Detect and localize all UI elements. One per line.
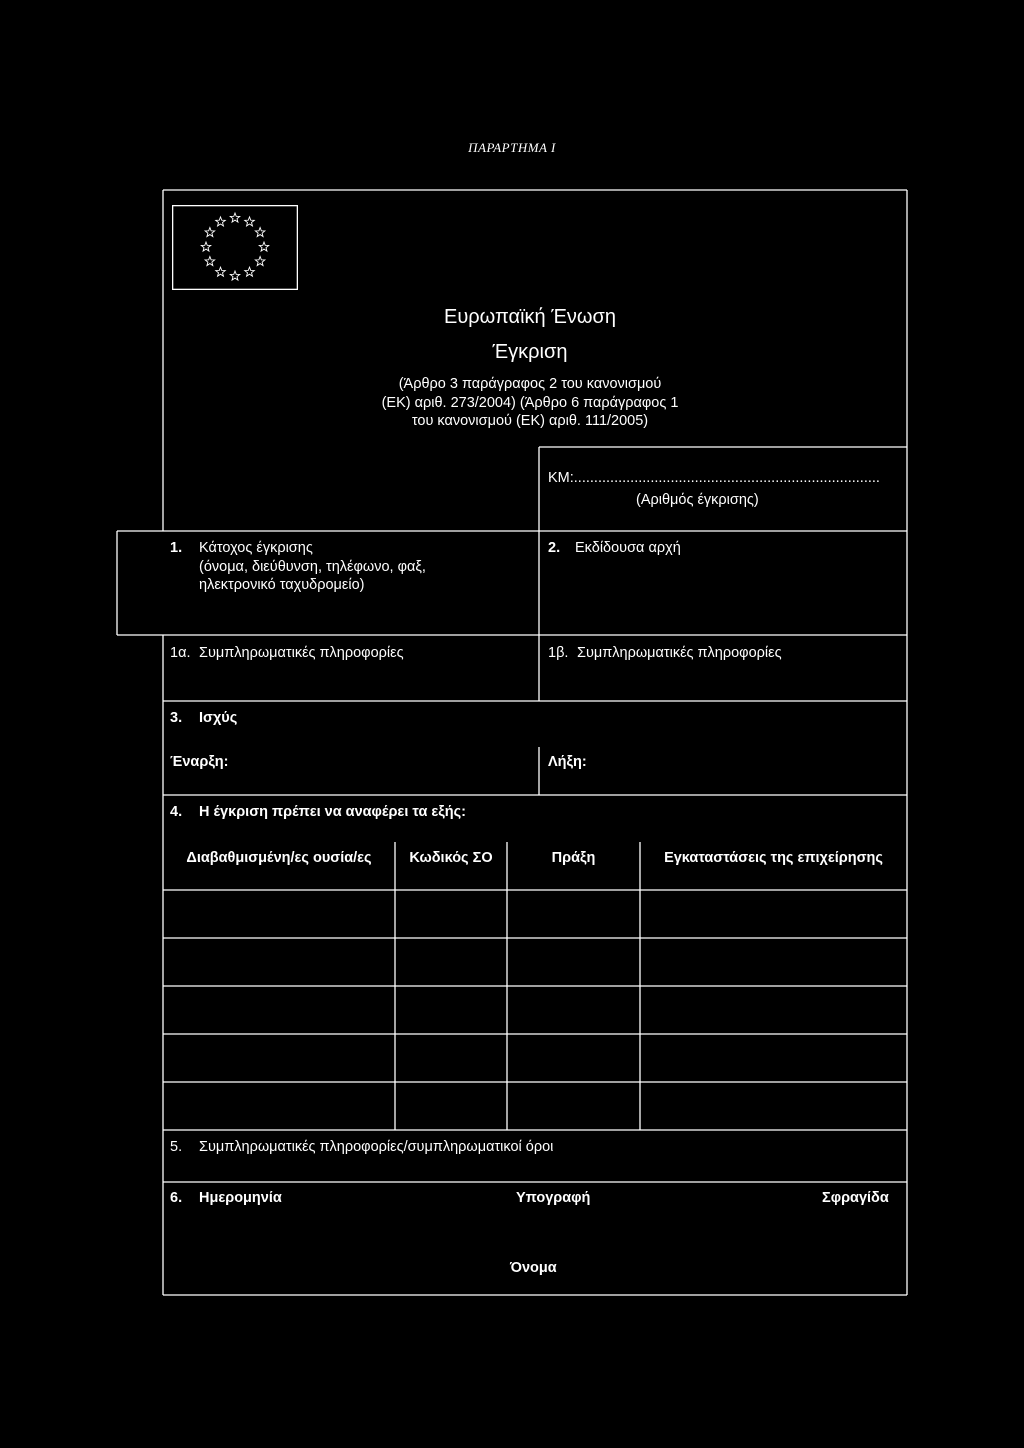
legal-basis — [310, 375, 750, 431]
section-4-number: 4. — [170, 804, 183, 820]
table-cell — [163, 1082, 395, 1130]
column-header-substance: Διαβαθμισμένη/ες ουσία/ες — [186, 850, 372, 866]
table-cell — [507, 1082, 640, 1130]
section-2-label: Εκδίδουσα αρχή — [575, 540, 681, 556]
signature-label: Υπογραφή — [516, 1190, 591, 1206]
table-cell — [163, 1034, 395, 1082]
flag-star-icon — [230, 213, 240, 222]
section-1a-label: Συμπληρωματικές πληροφορίες — [199, 645, 404, 661]
section-2-number: 2. — [548, 540, 561, 556]
column-header-operation: Πράξη — [551, 850, 596, 866]
stamp-label: Σφραγίδα — [822, 1190, 889, 1206]
section-1b-number: 1β. — [548, 645, 569, 661]
legal-basis-line: (ΕΚ) αριθ. 273/2004) (Άρθρο 6 παράγραφος 1 — [381, 394, 679, 411]
flag-frame — [173, 206, 298, 290]
flag-star-icon — [205, 257, 215, 266]
section-4-label: Η έγκριση πρέπει να αναφέρει τα εξής: — [199, 804, 466, 820]
table-cell — [640, 986, 907, 1034]
validity-end-label: Λήξη: — [548, 754, 587, 770]
table-cell — [163, 986, 395, 1034]
table-cell — [163, 890, 395, 938]
table-cell — [507, 986, 640, 1034]
section-1-line: ηλεκτρονικό ταχυδρομείο) — [199, 577, 365, 593]
table-cell — [395, 890, 507, 938]
section-5-number: 5. — [170, 1139, 183, 1155]
table-cell — [395, 986, 507, 1034]
section-1-line: (όνομα, διεύθυνση, τηλέφωνο, φαξ, — [199, 558, 426, 575]
section-3-label: Ισχύς — [199, 710, 238, 726]
document-title: Έγκριση — [492, 341, 568, 363]
approval-number-field: ΚΜ:............................................................................ — [548, 470, 880, 486]
table-cell — [640, 1034, 907, 1082]
flag-star-icon — [216, 217, 226, 226]
table-cell — [507, 1034, 640, 1082]
flag-star-icon — [259, 242, 269, 251]
flag-stars — [201, 213, 269, 280]
validity-start-label: Έναρξη: — [170, 754, 229, 770]
eu-flag-icon — [172, 205, 298, 290]
section-1-line: Κάτοχος έγκρισης — [199, 540, 313, 556]
table-cell — [507, 938, 640, 986]
flag-star-icon — [201, 242, 211, 251]
section-5-label: Συμπληρωματικές πληροφορίες/συμπληρωματικοί όροι — [199, 1139, 554, 1155]
flag-star-icon — [245, 267, 255, 276]
table-cell — [163, 938, 395, 986]
flag-star-icon — [216, 267, 226, 276]
table-cell — [395, 1034, 507, 1082]
table-cell — [395, 938, 507, 986]
section-1-number: 1. — [170, 540, 183, 556]
approval-number-caption: (Αριθμός έγκρισης) — [636, 492, 759, 508]
substances-table-body — [163, 890, 907, 1130]
name-label: Όνομα — [510, 1260, 557, 1276]
section-6-number: 6. — [170, 1190, 183, 1206]
legal-basis-line: (Άρθρο 3 παράγραφος 2 του κανονισμού — [398, 376, 662, 392]
section-1b-label: Συμπληρωματικές πληροφορίες — [577, 645, 782, 661]
table-cell — [507, 890, 640, 938]
column-header-cn-code: Κωδικός ΣΟ — [409, 850, 493, 866]
table-cell — [640, 890, 907, 938]
legal-basis-line: του κανονισμού (ΕΚ) αριθ. 111/2005) — [411, 413, 649, 429]
column-header-premises: Εγκαταστάσεις της επιχείρησης — [664, 850, 883, 866]
section-1a-number: 1α. — [170, 645, 191, 661]
annex-title: ΠΑΡΑΡΤΗΜΑ Ι — [468, 140, 556, 155]
section-1-label — [199, 539, 426, 595]
flag-star-icon — [255, 257, 265, 266]
flag-star-icon — [205, 228, 215, 237]
table-cell — [640, 938, 907, 986]
table-cell — [395, 1082, 507, 1130]
flag-star-icon — [255, 228, 265, 237]
table-header — [163, 849, 907, 867]
flag-star-icon — [245, 217, 255, 226]
table-cell — [640, 1082, 907, 1130]
flag-star-icon — [230, 271, 240, 280]
issuer-title: Ευρωπαϊκή Ένωση — [444, 306, 616, 328]
date-label: Ημερομηνία — [199, 1190, 282, 1206]
section-3-number: 3. — [170, 710, 183, 726]
